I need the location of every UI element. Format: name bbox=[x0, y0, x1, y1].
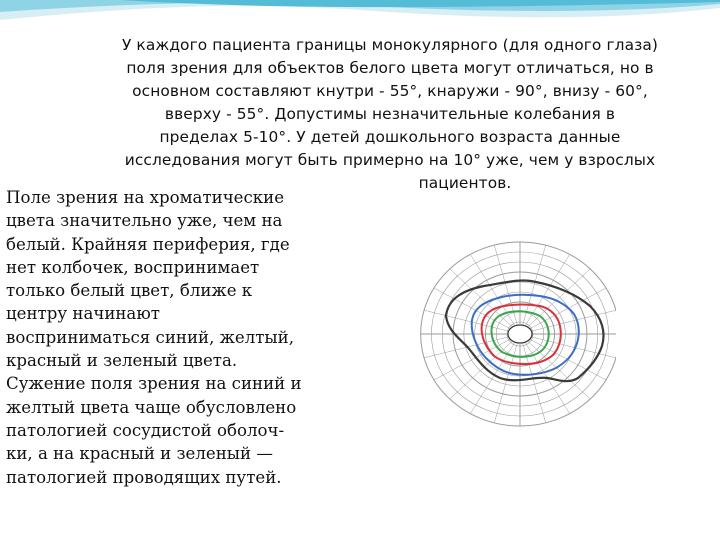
intro-line: поля зрения для объектов белого цвета могут отличаться, но в bbox=[126, 59, 654, 77]
side-line: Сужение поля зрения на синий и bbox=[6, 374, 302, 394]
side-line: белый. Крайняя периферия, где bbox=[6, 234, 290, 254]
side-line: патологией сосудистой оболоч- bbox=[6, 420, 285, 440]
intro-line: исследования могут быть примерно на 10° уже, чем у взрослых bbox=[124, 151, 656, 169]
side-line: патологией проводящих путей. bbox=[6, 467, 282, 487]
intro-line: вверху - 55°. Допустимы незначительные колебания в bbox=[164, 105, 616, 123]
intro-paragraph bbox=[110, 34, 670, 195]
grid-spoke bbox=[424, 310, 510, 331]
side-line: восприниматься синий, желтый, bbox=[6, 327, 294, 347]
grid-spoke bbox=[450, 269, 513, 327]
intro-line: пределах 5-10°. У детей дошкольного возраста данные bbox=[159, 128, 621, 146]
side-paragraph bbox=[6, 186, 326, 489]
perimetry-field-diagram bbox=[408, 228, 616, 428]
blind-center bbox=[508, 325, 532, 343]
side-line: цвета значительно уже, чем на bbox=[6, 211, 283, 231]
intro-line: У каждого пациента границы монокулярного (для одного глаза) bbox=[121, 36, 659, 54]
side-line: только белый цвет, ближе к bbox=[6, 281, 253, 301]
side-line: центру начинают bbox=[6, 304, 160, 324]
side-line: ки, а на красный и зеленый — bbox=[6, 444, 273, 464]
side-line: желтый цвета чаще обусловлено bbox=[6, 397, 297, 417]
side-line: красный и зеленый цвета. bbox=[6, 351, 238, 371]
side-line: нет колбочек, воспринимает bbox=[6, 257, 260, 277]
side-line: Поле зрения на хроматические bbox=[6, 188, 285, 207]
intro-line: основном составляют кнутри - 55°, кнаружи - 90°, внизу - 60°, bbox=[132, 82, 648, 100]
grid-spoke bbox=[528, 341, 591, 399]
intro-line: пациентов. bbox=[418, 174, 512, 192]
